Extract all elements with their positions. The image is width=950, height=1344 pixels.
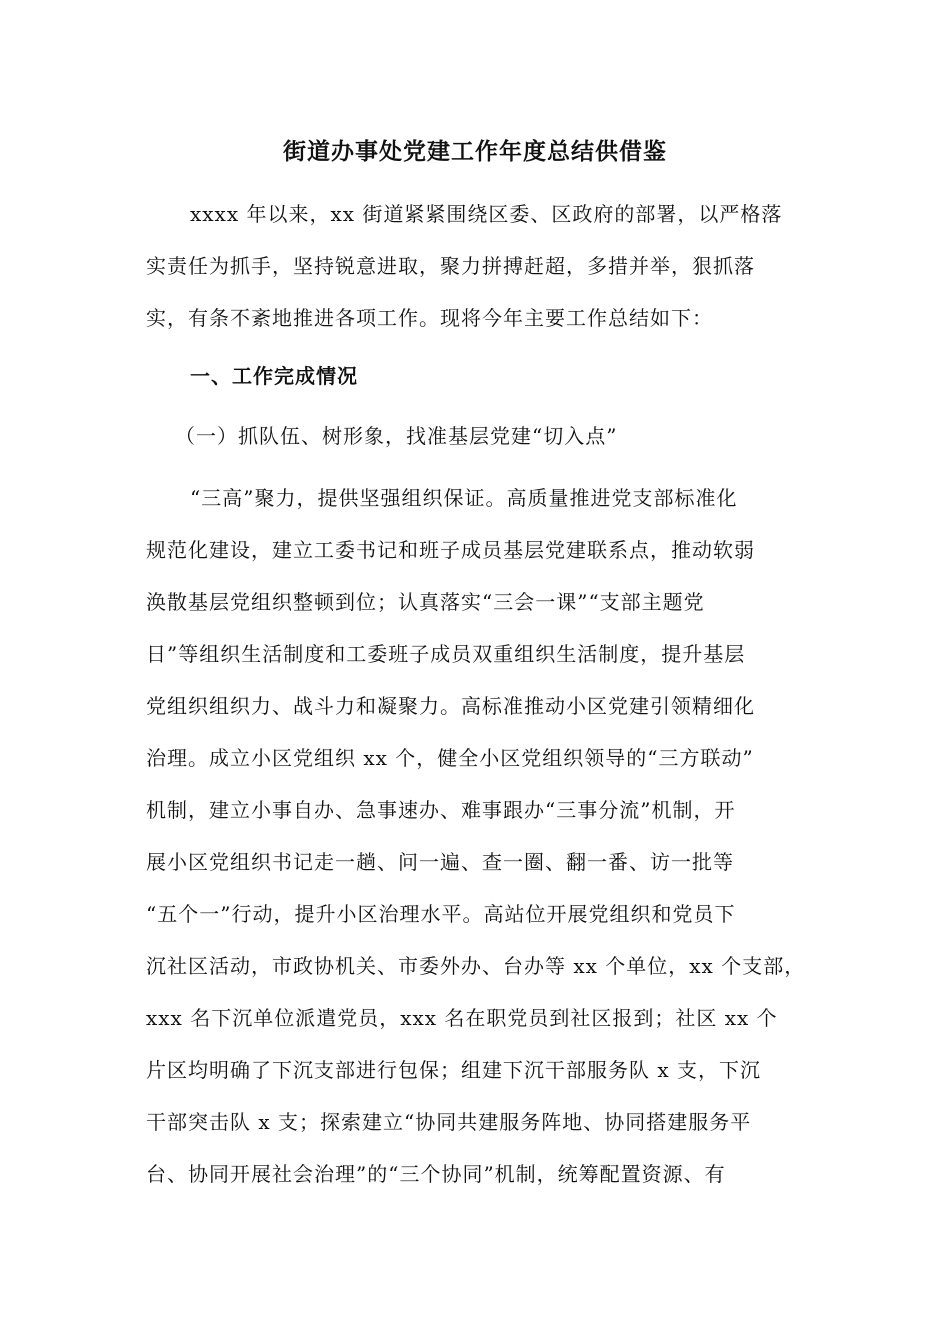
body-line: 干部突击队 x 支；探索建立“协同共建服务阵地、协同搭建服务平	[146, 1110, 752, 1134]
body-line: 规范化建设，建立工委书记和班子成员基层党建联系点，推动软弱	[146, 538, 755, 562]
body-line: 党组织组织力、战斗力和凝聚力。高标准推动小区党建引领精细化	[146, 694, 755, 718]
subsection-heading: （一）抓队伍、树形象，找准基层党建“切入点”	[175, 424, 618, 448]
body-line: “五个一”行动，提升小区治理水平。高站位开展党组织和党员下	[146, 902, 736, 926]
body-line: xxx 名下沉单位派遣党员，xxx 名在职党员到社区报到；社区 xx 个	[146, 1006, 778, 1030]
body-line: 沉社区活动，市政协机关、市委外办、台办等 xx 个单位，xx 个支部，	[146, 954, 806, 978]
intro-line: 实责任为抓手，坚持锐意进取，聚力拼搏赶超，多措并举，狠抓落	[146, 254, 755, 278]
body-line: “三高”聚力，提供坚强组织保证。高质量推进党支部标准化	[190, 486, 738, 510]
body-line: 台、协同开展社会治理”的“三个协同”机制，统筹配置资源、有	[146, 1162, 726, 1186]
body-line: 机制，建立小事自办、急事速办、难事跟办“三事分流”机制，开	[146, 798, 736, 822]
section-heading: 一、工作完成情况	[190, 364, 358, 388]
intro-line: xxxx 年以来，xx 街道紧紧围绕区委、区政府的部署，以严格落	[190, 202, 783, 226]
document-title: 街道办事处党建工作年度总结供借鉴	[283, 138, 667, 165]
body-line: 涣散基层党组织整顿到位；认真落实“三会一课”“支部主题党	[146, 590, 705, 614]
body-line: 片区均明确了下沉支部进行包保；组建下沉干部服务队 x 支，下沉	[146, 1058, 761, 1082]
body-line: 展小区党组织书记走一趟、问一遍、查一圈、翻一番、访一批等	[146, 850, 734, 874]
body-line: 日”等组织生活制度和工委班子成员双重组织生活制度，提升基层	[146, 642, 746, 666]
intro-line: 实，有条不紊地推进各项工作。现将今年主要工作总结如下：	[146, 306, 713, 330]
body-line: 治理。成立小区党组织 xx 个，健全小区党组织领导的“三方联动”	[146, 746, 754, 770]
